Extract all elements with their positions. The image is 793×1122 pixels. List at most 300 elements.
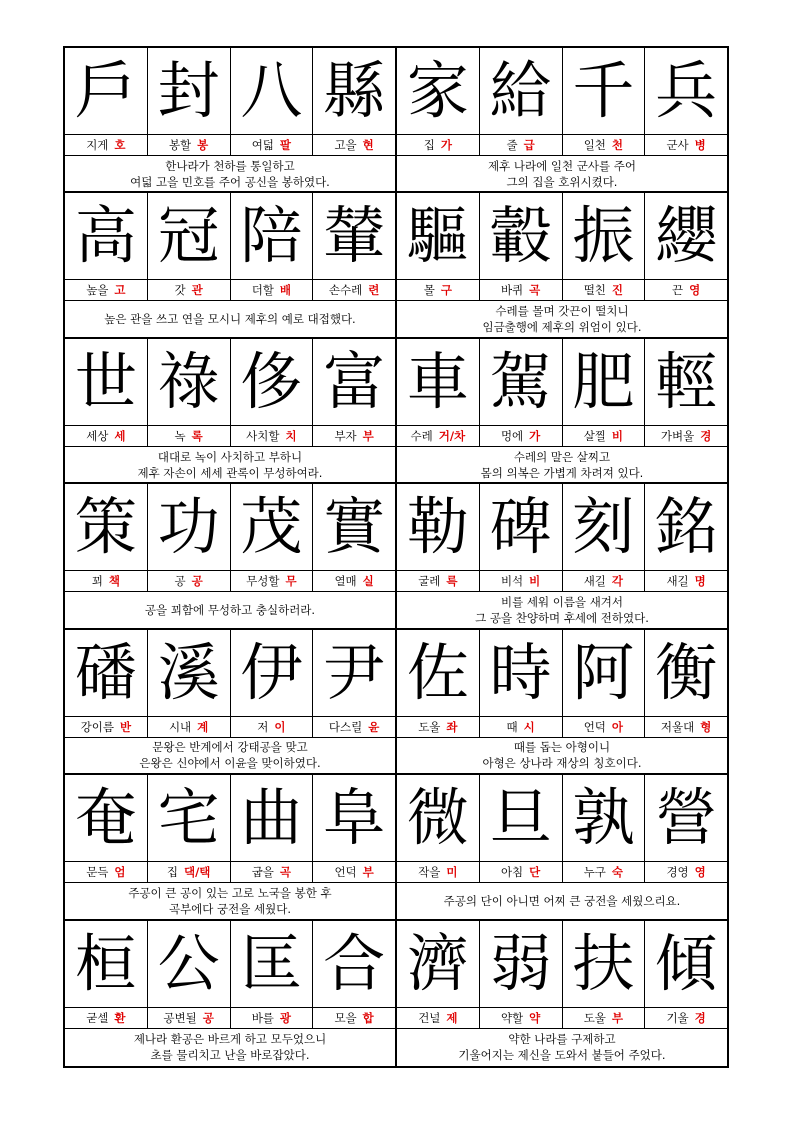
reading-line (397, 426, 727, 447)
hanja-character: 封 (148, 48, 231, 134)
hanja-line (397, 193, 727, 280)
hanja-reading (65, 426, 148, 446)
reading-line (65, 426, 395, 447)
hun-meaning: 군사 (666, 138, 689, 152)
meaning-line: 약한 나라를 구제하고 (508, 1032, 616, 1047)
hanja-character: 公 (148, 921, 231, 1007)
reading-line (65, 280, 395, 301)
hanja-worksheet (63, 46, 729, 1068)
hun-meaning: 언덕 (334, 865, 357, 880)
verse-row (65, 484, 727, 629)
eum-sound: 구 (440, 283, 452, 298)
hun-meaning: 문득 (86, 865, 109, 880)
hanja-character: 侈 (231, 339, 314, 425)
hun-meaning: 모을 (334, 1010, 357, 1025)
reading-line (65, 1008, 395, 1029)
hanja-line (65, 339, 395, 426)
eum-sound: 형 (700, 719, 712, 734)
meaning-line: 주공이 큰 공이 있는 고로 노국을 봉한 후 (128, 885, 332, 900)
hun-meaning: 강이름 (80, 719, 114, 734)
hanja-reading (480, 135, 563, 155)
eum-sound: 병 (694, 138, 706, 152)
hanja-reading (65, 280, 148, 300)
hanja-reading (563, 426, 646, 446)
eum-sound: 실 (362, 574, 374, 589)
hanja-reading (480, 717, 563, 737)
hun-meaning: 더할 (251, 283, 274, 298)
verse-block (65, 48, 397, 191)
eum-sound: 급 (523, 138, 535, 152)
hanja-reading (313, 571, 395, 591)
hun-meaning: 약할 (500, 1010, 524, 1025)
reading-line (397, 717, 727, 738)
hanja-character: 匡 (231, 921, 314, 1007)
eum-sound: 댁/택 (183, 865, 211, 880)
hanja-line (65, 775, 395, 862)
hun-meaning: 비석 (500, 574, 524, 589)
hanja-character: 家 (397, 48, 480, 134)
hanja-reading (645, 426, 727, 446)
hun-meaning: 도울 (583, 1010, 606, 1025)
verse-block (65, 339, 397, 482)
hun-meaning: 건널 (418, 1010, 441, 1025)
verse-meaning (397, 738, 727, 773)
hanja-reading (65, 135, 148, 155)
hanja-reading (65, 571, 148, 591)
eum-sound: 관 (191, 283, 203, 298)
eum-sound: 약 (529, 1010, 541, 1025)
hun-meaning: 고을 (334, 138, 357, 152)
hun-meaning: 도울 (418, 719, 441, 734)
hanja-character: 驅 (397, 193, 480, 279)
eum-sound: 아 (611, 719, 624, 734)
hanja-character: 策 (65, 484, 148, 570)
eum-sound: 록 (191, 428, 203, 443)
hun-meaning: 무성할 (246, 574, 280, 589)
meaning-line: 곡부에다 궁전을 세웠다. (168, 901, 292, 916)
eum-sound: 합 (362, 1010, 374, 1025)
eum-sound: 영 (689, 283, 701, 298)
eum-sound: 곡 (529, 283, 541, 298)
hun-meaning: 부자 (334, 428, 357, 443)
eum-sound: 공 (202, 1010, 214, 1025)
hanja-character: 時 (480, 630, 563, 716)
hanja-reading (397, 717, 480, 737)
reading-line (65, 862, 395, 883)
meaning-line: 대대로 녹이 사치하고 부하니 (157, 449, 303, 464)
eum-sound: 윤 (368, 719, 380, 734)
hanja-reading (480, 571, 563, 591)
reading-line (65, 135, 395, 156)
meaning-line: 문왕은 반계에서 강태공을 맞고 (152, 740, 308, 755)
eum-sound: 광 (279, 1010, 292, 1025)
meaning-line: 제후 자손이 세세 관록이 무성하여라. (137, 465, 323, 480)
hanja-reading (397, 280, 480, 300)
hun-meaning: 굽을 (251, 865, 274, 880)
hanja-character: 旦 (480, 775, 563, 861)
hanja-reading (563, 717, 646, 737)
meaning-line: 여덟 고을 민호를 주어 공신을 봉하였다. (130, 174, 330, 189)
meaning-line: 수레를 몰며 갓끈이 떨치니 (495, 304, 629, 319)
meaning-line: 주공의 단이 아니면 어찌 큰 궁전을 세웠으리요. (443, 893, 681, 908)
hanja-reading (148, 862, 231, 882)
verse-block (397, 775, 727, 918)
hanja-character: 八 (231, 48, 314, 134)
eum-sound: 부 (362, 865, 374, 880)
hanja-character: 縣 (323, 54, 386, 127)
hanja-reading (148, 426, 231, 446)
hanja-character: 給 (480, 48, 563, 134)
hanja-reading (231, 571, 314, 591)
eum-sound: 거/차 (438, 428, 466, 443)
hanja-character: 輦 (323, 199, 386, 273)
reading-line (397, 862, 727, 883)
verse-block (397, 339, 727, 482)
eum-sound: 봉 (197, 138, 209, 152)
hanja-reading (480, 280, 563, 300)
hun-meaning: 때 (506, 719, 518, 734)
hanja-reading (65, 862, 148, 882)
hun-meaning: 녹 (174, 428, 186, 443)
hanja-reading (645, 280, 727, 300)
reading-line (65, 571, 395, 592)
verse-block (397, 484, 727, 627)
hun-meaning: 살찔 (583, 428, 606, 443)
verse-block (65, 193, 397, 336)
meaning-line: 제후 나라에 일천 군사를 주어 (488, 158, 636, 173)
hanja-character: 微 (397, 775, 480, 861)
hun-meaning: 봉할 (168, 138, 192, 152)
hanja-line (397, 630, 727, 717)
eum-sound: 배 (279, 283, 292, 298)
reading-line (397, 1008, 727, 1029)
hanja-reading (480, 426, 563, 446)
hanja-reading (313, 135, 395, 155)
verse-meaning (65, 883, 395, 918)
eum-sound: 시 (523, 719, 535, 734)
hanja-reading (563, 280, 646, 300)
reading-line (397, 280, 727, 301)
hanja-character: 功 (148, 484, 231, 570)
eum-sound: 반 (119, 719, 132, 734)
hun-meaning: 일천 (583, 138, 606, 152)
reading-line (397, 135, 727, 156)
hanja-reading (313, 862, 395, 882)
verse-meaning (397, 301, 727, 336)
hun-meaning: 다스릴 (328, 719, 363, 734)
hanja-reading (645, 571, 727, 591)
hun-meaning: 줄 (506, 138, 518, 152)
hanja-character: 世 (65, 339, 148, 425)
hun-meaning: 몰 (423, 283, 435, 298)
hanja-character: 碑 (480, 484, 563, 570)
hanja-character: 冠 (148, 193, 231, 279)
eum-sound: 비 (529, 574, 541, 589)
eum-sound: 좌 (446, 719, 458, 734)
hanja-reading (563, 135, 646, 155)
verse-block (397, 630, 727, 773)
hanja-character: 宅 (148, 775, 231, 861)
hanja-reading (397, 571, 480, 591)
meaning-line: 비를 세워 이름을 새겨서 (500, 595, 624, 610)
verse-meaning (65, 1029, 395, 1066)
verse-block (397, 48, 727, 191)
verse-meaning (65, 738, 395, 773)
hanja-reading (645, 1008, 727, 1028)
verse-row (65, 48, 727, 193)
verse-row (65, 775, 727, 920)
hanja-reading (397, 135, 480, 155)
eum-sound: 치 (285, 428, 297, 443)
hanja-reading (645, 862, 727, 882)
verse-meaning (397, 1029, 727, 1066)
eum-sound: 가 (529, 428, 541, 443)
hanja-character: 高 (65, 193, 148, 279)
verse-block (397, 921, 727, 1066)
hun-meaning: 집 (423, 138, 435, 152)
hun-meaning: 갓 (174, 283, 186, 298)
hun-meaning: 공 (174, 574, 186, 589)
eum-sound: 곡 (279, 865, 292, 880)
hun-meaning: 바를 (251, 1010, 274, 1025)
eum-sound: 현 (362, 138, 374, 152)
hanja-character: 孰 (563, 775, 646, 861)
eum-sound: 가 (440, 138, 452, 152)
eum-sound: 경 (700, 428, 712, 443)
hanja-reading (148, 1008, 231, 1028)
meaning-line: 그의 집을 호위시켰다. (506, 174, 618, 189)
eum-sound: 책 (108, 574, 120, 589)
hanja-reading (480, 1008, 563, 1028)
verse-meaning (397, 592, 727, 627)
hanja-character: 傾 (655, 926, 718, 1000)
hanja-character: 陪 (231, 193, 314, 279)
verse-row (65, 630, 727, 775)
hanja-reading (313, 426, 395, 446)
eum-sound: 부 (362, 428, 374, 443)
eum-sound: 각 (611, 574, 624, 589)
eum-sound: 륵 (446, 574, 458, 589)
hanja-reading (645, 717, 727, 737)
verse-row (65, 921, 727, 1066)
hanja-reading (563, 862, 646, 882)
hun-meaning: 굳셀 (86, 1010, 109, 1025)
hun-meaning: 공변될 (163, 1010, 197, 1025)
hanja-reading (231, 717, 314, 737)
eum-sound: 미 (446, 865, 458, 880)
hun-meaning: 지게 (86, 138, 109, 152)
eum-sound: 팔 (279, 138, 292, 152)
meaning-line: 때를 돕는 아형이니 (513, 740, 611, 755)
meaning-line: 기울어지는 제신을 도와서 붙들어 주었다. (458, 1048, 666, 1063)
hanja-reading (148, 135, 231, 155)
hun-meaning: 기울 (666, 1010, 689, 1025)
hanja-character: 勒 (397, 484, 480, 570)
verse-row (65, 193, 727, 338)
hanja-reading (148, 717, 231, 737)
hun-meaning: 가벼울 (660, 428, 695, 443)
hanja-character: 纓 (655, 199, 718, 273)
hanja-character: 佐 (397, 630, 480, 716)
hanja-character: 千 (563, 48, 646, 134)
hanja-character: 奄 (65, 775, 148, 861)
hanja-line (397, 339, 727, 426)
eum-sound: 엄 (114, 865, 126, 880)
hanja-reading (148, 571, 231, 591)
verse-meaning (65, 592, 395, 627)
hun-meaning: 사치할 (246, 428, 280, 443)
hun-meaning: 손수레 (328, 283, 363, 298)
hanja-character: 扶 (563, 921, 646, 1007)
hun-meaning: 작을 (418, 865, 441, 880)
hanja-line (397, 775, 727, 862)
hanja-line (65, 921, 395, 1008)
verse-meaning (65, 301, 395, 336)
hanja-character: 曲 (231, 775, 314, 861)
hanja-reading (231, 280, 314, 300)
hanja-character: 振 (563, 193, 646, 279)
hanja-line (397, 48, 727, 135)
hun-meaning: 굴레 (418, 574, 441, 589)
hanja-character: 尹 (323, 635, 386, 709)
meaning-line: 임금출행에 제후의 위엄이 있다. (482, 320, 642, 335)
eum-sound: 진 (611, 283, 624, 298)
hanja-character: 銘 (655, 490, 718, 564)
eum-sound: 비 (611, 428, 624, 443)
hun-meaning: 아침 (500, 865, 524, 880)
eum-sound: 환 (114, 1010, 126, 1025)
hanja-reading (397, 426, 480, 446)
reading-line (397, 571, 727, 592)
hanja-reading (313, 717, 395, 737)
meaning-line: 은왕은 신야에서 이윤을 맞이하였다. (139, 756, 321, 771)
hanja-character: 兵 (655, 54, 718, 127)
hanja-line (65, 630, 395, 717)
eum-sound: 무 (285, 574, 297, 589)
verse-block (65, 630, 397, 773)
hanja-reading (231, 862, 314, 882)
hanja-reading (397, 1008, 480, 1028)
hanja-line (65, 48, 395, 135)
hun-meaning: 집 (166, 865, 178, 880)
meaning-line: 아형은 상나라 재상의 칭호이다. (482, 756, 642, 771)
hanja-line (65, 484, 395, 571)
hanja-reading (148, 280, 231, 300)
meaning-line: 제나라 환공은 바르게 하고 모두었으니 (133, 1032, 327, 1047)
hanja-character: 刻 (563, 484, 646, 570)
hanja-line (65, 193, 395, 280)
hanja-reading (231, 135, 314, 155)
hanja-character: 轂 (480, 193, 563, 279)
eum-sound: 숙 (611, 865, 624, 880)
meaning-line: 초를 물리치고 난을 바로잡았다. (150, 1048, 310, 1063)
hanja-character: 車 (397, 339, 480, 425)
meaning-line: 공을 꾀함에 무성하고 충실하러라. (144, 603, 316, 618)
hun-meaning: 수레 (410, 428, 433, 443)
hun-meaning: 경영 (666, 865, 689, 880)
hun-meaning: 누구 (583, 865, 606, 880)
verse-meaning (65, 447, 395, 482)
eum-sound: 세 (114, 428, 126, 443)
verse-meaning (65, 156, 395, 191)
eum-sound: 천 (611, 138, 624, 152)
verse-meaning (397, 447, 727, 482)
hanja-character: 實 (323, 490, 386, 564)
hanja-character: 輕 (655, 344, 718, 418)
meaning-line: 몸의 의복은 가볍게 차려져 있다. (480, 465, 644, 480)
hun-meaning: 언덕 (583, 719, 606, 734)
eum-sound: 영 (694, 865, 706, 880)
meaning-line: 그 공을 찬양하며 후세에 전하였다. (475, 611, 649, 626)
verse-meaning (397, 156, 727, 191)
hun-meaning: 꾀 (91, 574, 103, 589)
hanja-character: 戶 (65, 48, 148, 134)
verse-block (65, 921, 397, 1066)
hanja-reading (231, 426, 314, 446)
eum-sound: 제 (446, 1010, 458, 1025)
hanja-character: 溪 (148, 630, 231, 716)
hanja-character: 駕 (480, 339, 563, 425)
hanja-line (397, 484, 727, 571)
hanja-reading (65, 1008, 148, 1028)
hanja-character: 茂 (231, 484, 314, 570)
eum-sound: 단 (529, 865, 541, 880)
hun-meaning: 저 (257, 719, 269, 734)
verse-block (397, 193, 727, 336)
hanja-reading (563, 571, 646, 591)
verse-block (65, 484, 397, 627)
hanja-character: 桓 (65, 921, 148, 1007)
hun-meaning: 여덟 (251, 138, 274, 152)
hanja-character: 營 (655, 781, 718, 855)
hanja-reading (313, 1008, 395, 1028)
eum-sound: 련 (368, 283, 380, 298)
hun-meaning: 멍에 (500, 428, 524, 443)
hun-meaning: 높을 (86, 283, 109, 298)
hanja-reading (397, 862, 480, 882)
hanja-reading (480, 862, 563, 882)
hanja-character: 合 (323, 926, 386, 1000)
hanja-character: 富 (323, 344, 386, 418)
eum-sound: 계 (197, 719, 209, 734)
verse-block (65, 775, 397, 918)
eum-sound: 이 (274, 719, 286, 734)
hanja-character: 濟 (397, 921, 480, 1007)
hanja-character: 伊 (231, 630, 314, 716)
hanja-reading (65, 717, 148, 737)
meaning-line: 한나라가 천하를 통일하고 (165, 158, 295, 173)
eum-sound: 경 (694, 1010, 706, 1025)
hun-meaning: 끈 (672, 283, 684, 298)
hun-meaning: 세상 (86, 428, 109, 443)
hanja-character: 肥 (563, 339, 646, 425)
hun-meaning: 열매 (334, 574, 357, 589)
hanja-reading (645, 135, 727, 155)
eum-sound: 명 (694, 574, 706, 589)
hanja-character: 弱 (480, 921, 563, 1007)
eum-sound: 공 (191, 574, 203, 589)
eum-sound: 부 (611, 1010, 624, 1025)
hanja-reading (231, 1008, 314, 1028)
hanja-character: 阜 (323, 781, 386, 855)
eum-sound: 고 (114, 283, 126, 298)
reading-line (65, 717, 395, 738)
hun-meaning: 저울대 (660, 719, 695, 734)
hanja-character: 磻 (65, 630, 148, 716)
eum-sound: 호 (114, 138, 126, 152)
hun-meaning: 새길 (583, 574, 606, 589)
verse-meaning (397, 883, 727, 918)
